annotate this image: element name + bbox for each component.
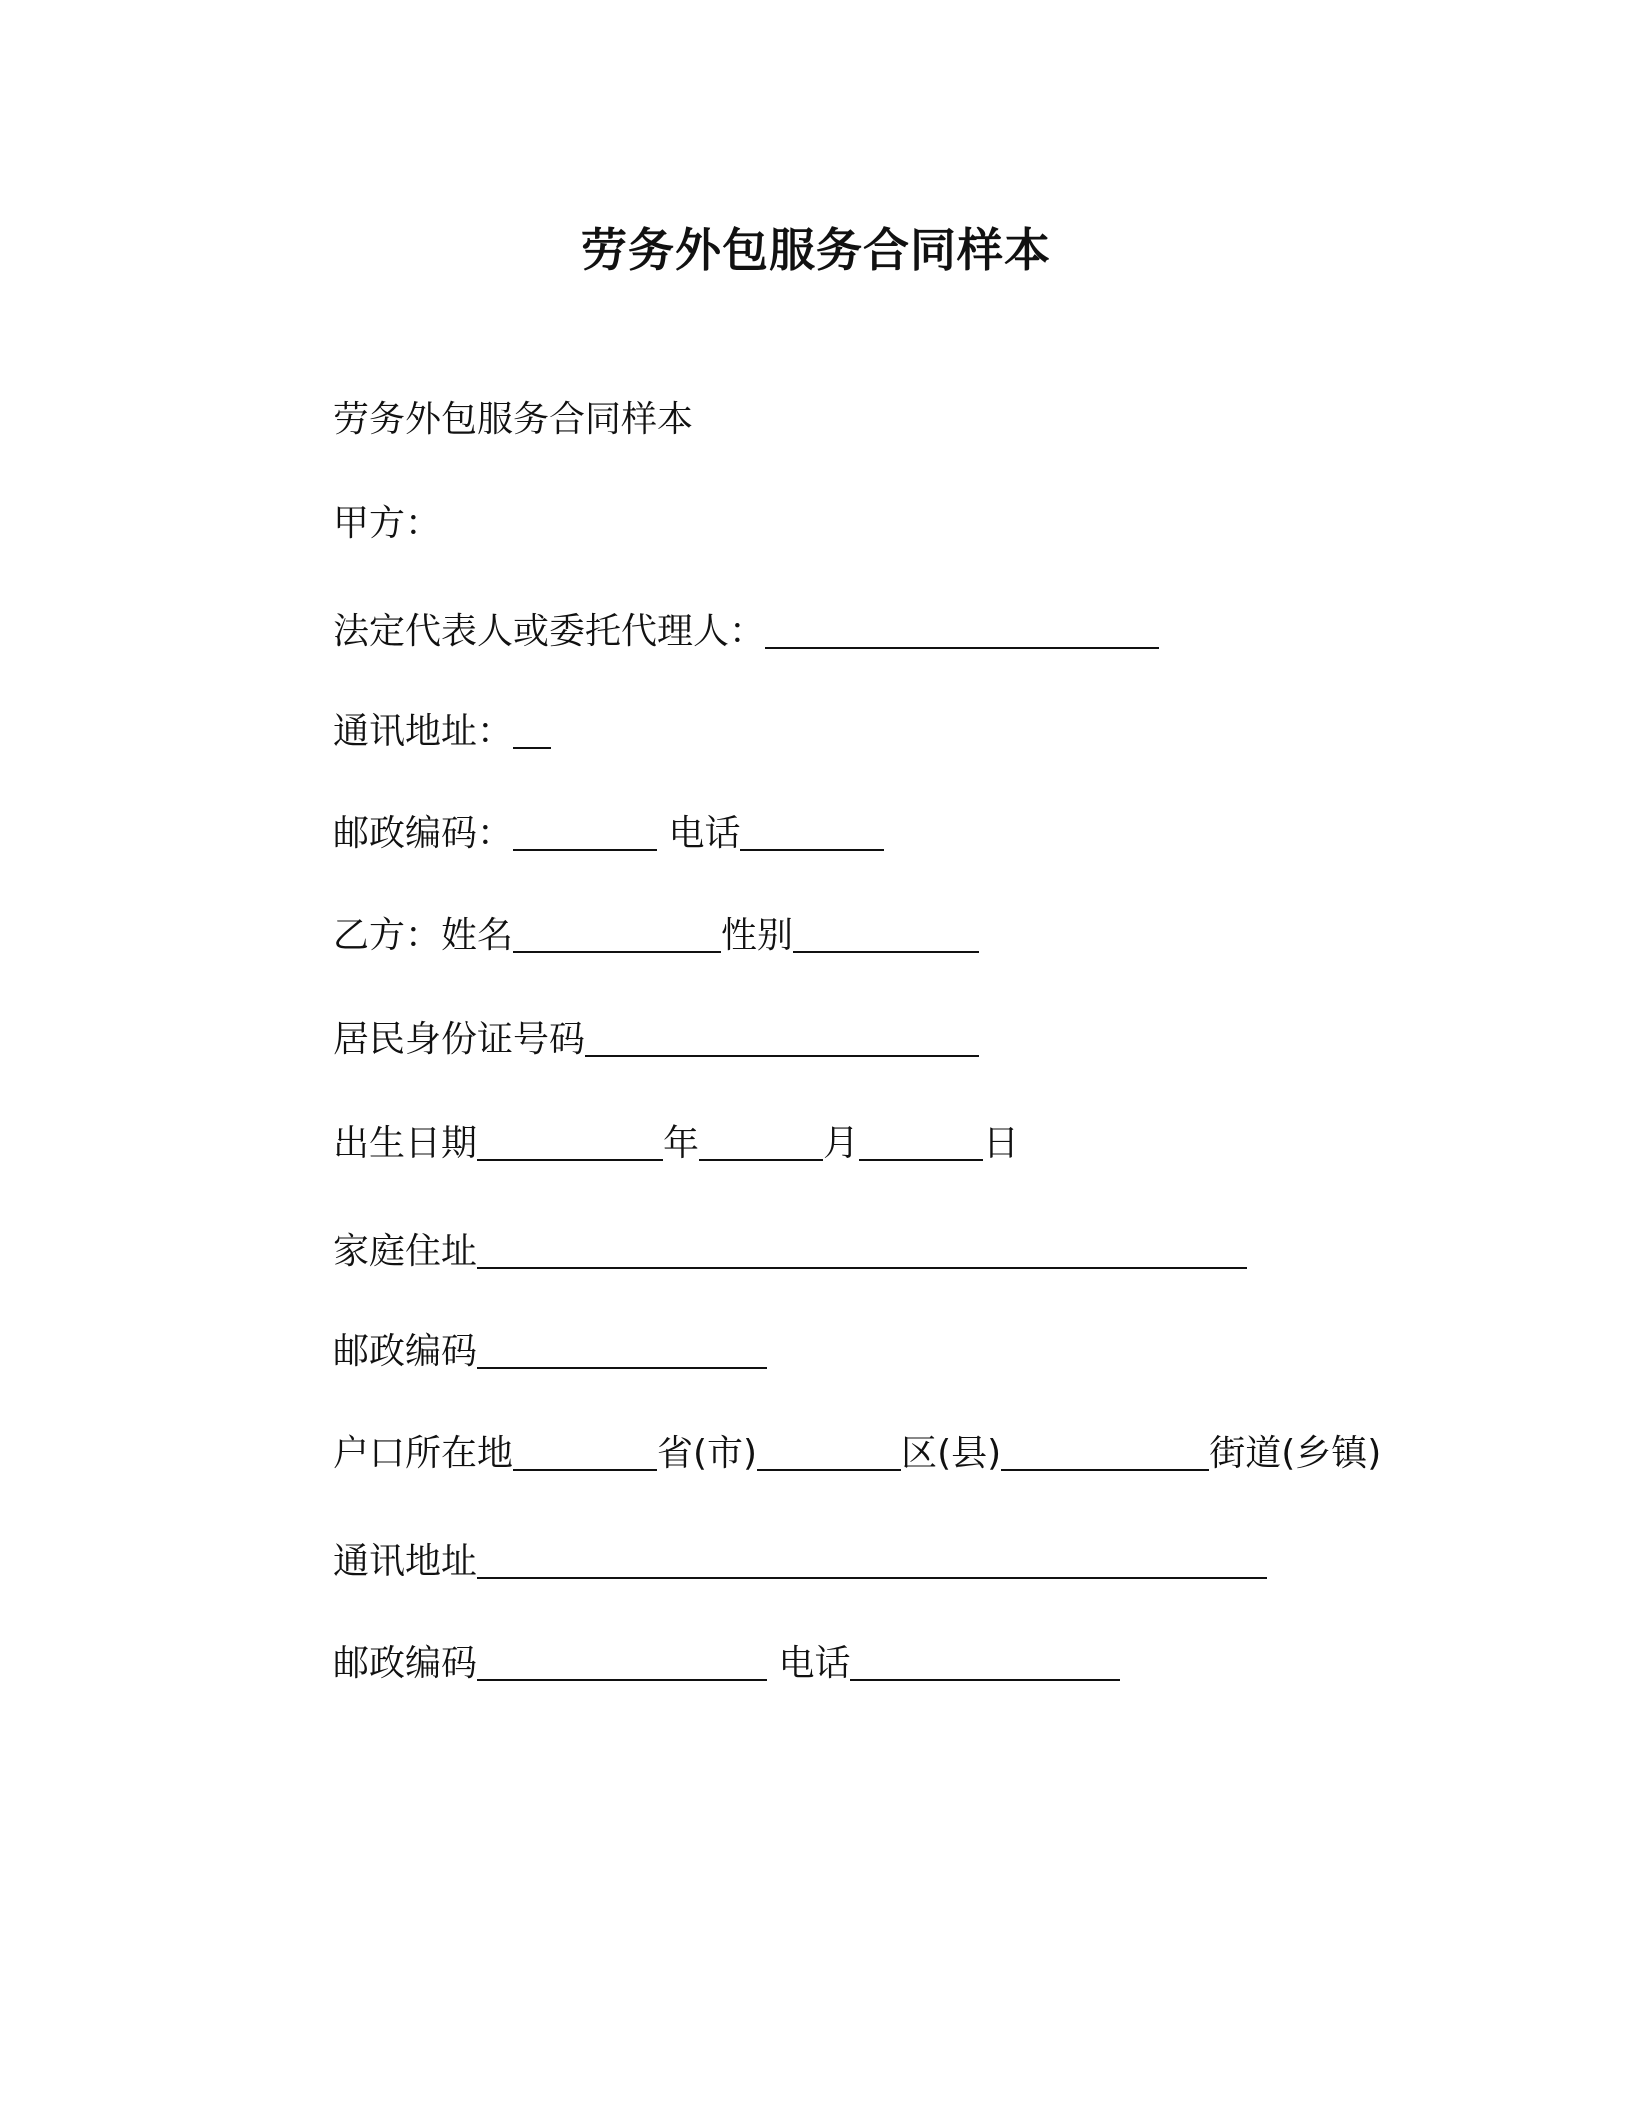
province-blank[interactable] <box>513 1435 657 1471</box>
birth-date-row <box>333 1120 1019 1168</box>
party-b-phone-label: 电话 <box>778 1643 851 1684</box>
province-label: 省(市) <box>657 1433 758 1474</box>
street-label: 街道(乡镇) <box>1209 1433 1382 1474</box>
address-label: 通讯地址： <box>333 711 514 752</box>
party-a-representative-row <box>333 608 1159 656</box>
party-a-label: 甲方： <box>333 503 442 544</box>
id-blank[interactable] <box>585 1021 979 1057</box>
name-label: 乙方：姓名 <box>333 915 514 956</box>
birth-year-blank[interactable] <box>477 1125 663 1161</box>
document-subtitle: 劳务外包服务合同样本 <box>333 399 694 440</box>
id-number-row <box>333 1016 979 1064</box>
phone-label: 电话 <box>668 813 741 854</box>
address-blank[interactable] <box>513 713 551 749</box>
party-b-address-row <box>333 1538 1267 1586</box>
street-blank[interactable] <box>1001 1435 1209 1471</box>
district-label: 区(县) <box>901 1433 1002 1474</box>
representative-label: 法定代表人或委托代理人： <box>333 611 766 652</box>
postcode-blank[interactable] <box>513 815 657 851</box>
birth-day-blank[interactable] <box>859 1125 983 1161</box>
district-blank[interactable] <box>757 1435 901 1471</box>
document-title: 劳务外包服务合同样本 <box>581 223 1051 277</box>
birth-month-blank[interactable] <box>699 1125 823 1161</box>
month-label: 月 <box>823 1123 860 1164</box>
party-b-postcode2-label: 邮政编码 <box>333 1643 478 1684</box>
gender-label: 性别 <box>721 915 794 956</box>
id-label: 居民身份证号码 <box>333 1019 586 1060</box>
home-blank[interactable] <box>477 1233 1247 1269</box>
party-b-address-label: 通讯地址 <box>333 1541 478 1582</box>
party-b-name-row <box>333 912 979 960</box>
name-blank[interactable] <box>513 917 721 953</box>
birth-label: 出生日期 <box>333 1123 478 1164</box>
representative-blank[interactable] <box>765 613 1159 649</box>
gender-blank[interactable] <box>793 917 979 953</box>
hukou-row <box>333 1430 1381 1478</box>
phone-blank[interactable] <box>740 815 884 851</box>
year-label: 年 <box>663 1123 700 1164</box>
party-a-postcode-row <box>333 810 884 858</box>
hukou-label: 户口所在地 <box>333 1433 514 1474</box>
day-label: 日 <box>983 1123 1020 1164</box>
home-address-row <box>333 1228 1247 1276</box>
home-label: 家庭住址 <box>333 1231 478 1272</box>
party-b-address-blank[interactable] <box>477 1543 1267 1579</box>
party-b-postcode-row <box>333 1328 767 1376</box>
party-b-postcode-label: 邮政编码 <box>333 1331 478 1372</box>
postcode-label: 邮政编码： <box>333 813 514 854</box>
party-a-address-row <box>333 708 551 756</box>
party-b-contact-row <box>333 1640 1120 1688</box>
party-b-postcode-blank[interactable] <box>477 1333 767 1369</box>
party-b-phone-blank[interactable] <box>850 1645 1120 1681</box>
party-b-postcode2-blank[interactable] <box>477 1645 767 1681</box>
